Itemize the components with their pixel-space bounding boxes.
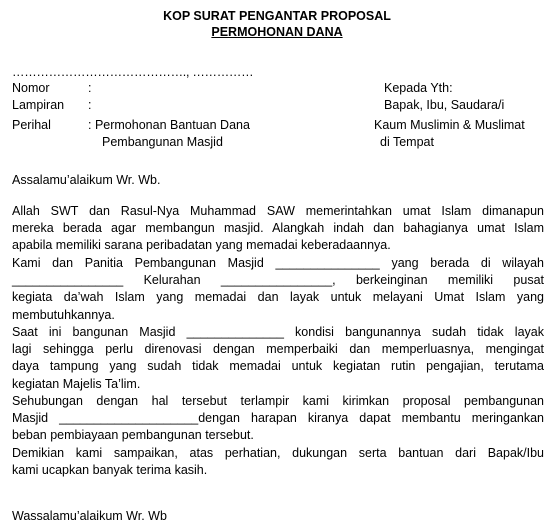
paragraph-3 (12, 324, 544, 393)
paragraph-line: apabila memiliki sarana peribadatan yang memadai keberadaannya. (12, 238, 391, 253)
paragraph-line: Allah SWT dan Rasul-Nya Muhammad SAW memerintahkan umat Islam dimanapun (12, 204, 544, 218)
perihal-value: : Permohonan Bantuan Dana (88, 118, 250, 132)
paragraph-line: lagi sehingga perlu direnovasi dengan memperbaiki dan memperluasnya, mengingat (12, 342, 544, 357)
nomor-colon: : (88, 81, 92, 95)
nomor-label: Nomor (12, 81, 50, 95)
paragraph-line: mereka berada agar membangun masjid. Alangkah indah dan bahagianya umat Islam (12, 221, 544, 236)
place-date: ……………………………………., …………… (12, 65, 254, 79)
paragraph-line: Demikian kami sampaikan, atas perhatian, dukungan serta bantuan dari Bapak/Ibu (12, 446, 544, 460)
paragraph-line: beban pembiayaan pembangunan tersebut. (12, 428, 254, 443)
letter-subtitle: PERMOHONAN DANA (211, 25, 343, 39)
lampiran-colon: : (88, 98, 92, 112)
paragraph-line: Masjid ____________________dengan harapan kiranya dapat membantu meringankan (12, 411, 544, 426)
greeting: Assalamu’alaikum Wr. Wb. (12, 173, 161, 187)
paragraph-line: ________________ Kelurahan ________________, berkeinginan memiliki pusat (12, 273, 544, 288)
perihal-label: Perihal (12, 118, 51, 132)
paragraph-line: daya tampung yang sudah tidak memadai untuk kegiatan rutin pengajian, terutama (12, 359, 544, 374)
paragraph-line: kegiatan Majelis Ta’lim. (12, 376, 141, 391)
lampiran-label: Lampiran (12, 98, 65, 112)
paragraph-4 (12, 393, 544, 445)
paragraph-line: kami ucapkan banyak terima kasih. (12, 463, 208, 478)
paragraph-line: kegiata da’wah Islam yang memadai dan layak untuk melayani Umat Islam yang (12, 290, 544, 305)
closing: Wassalamu’alaikum Wr. Wb (12, 509, 167, 523)
paragraph-5 (12, 445, 544, 479)
perihal-value-cont: Pembangunan Masjid (102, 135, 223, 149)
letter-title: KOP SURAT PENGANTAR PROPOSAL (163, 9, 391, 23)
paragraph-line: membutuhkannya. (12, 307, 115, 322)
recipient-line-3: Kaum Muslimin & Muslimat (374, 118, 525, 132)
recipient-line-2: Bapak, Ibu, Saudara/i (384, 98, 505, 112)
paragraph-2 (12, 255, 544, 324)
paragraph-1 (12, 203, 544, 255)
paragraph-line: Sehubungan dengan hal tersebut terlampir kami kirimkan proposal pembangunan (12, 394, 544, 408)
paragraph-line: Saat ini bangunan Masjid ______________ kondisi bangunannya sudah tidak layak (12, 325, 544, 339)
recipient-line-1: Kepada Yth: (384, 81, 453, 95)
paragraph-line: Kami dan Panitia Pembangunan Masjid _______________ yang berada di wilayah (12, 256, 544, 270)
recipient-line-4: di Tempat (380, 135, 434, 149)
